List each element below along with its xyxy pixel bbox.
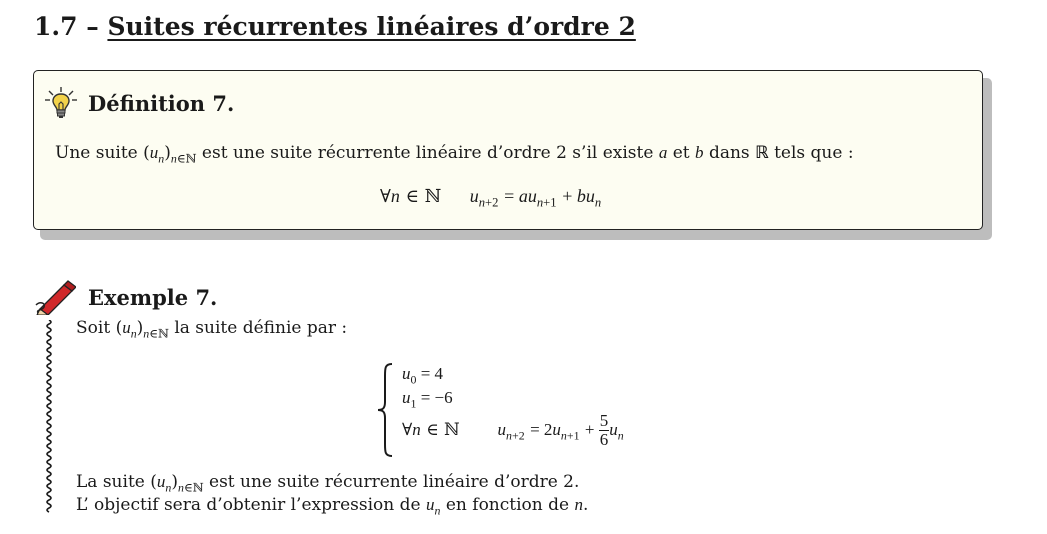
section-dash: – (86, 12, 99, 41)
var-b: b (695, 143, 704, 162)
section-title: Suites récurrentes linéaires d’ordre 2 (107, 12, 636, 41)
lightbulb-icon (44, 86, 78, 120)
system-line-3: ∀n ∈ ℕ $u_{n+2} = 2u_{n+1}$ + $\frac{5}{6}$ $u_n$ (402, 411, 624, 449)
example-wavy-bar (44, 320, 54, 516)
example-intro-prefix: Soit (76, 318, 111, 338)
example-conclusion (76, 472, 580, 495)
fraction-5-6 (599, 412, 610, 449)
word-et: et (672, 143, 690, 163)
definition-formula: ∀n ∈ ℕ $u_{n+2} = au_{n+1} + bu_n$ (380, 186, 602, 210)
sequence-notation: $(u_n)_{n\in ℕ}$ (143, 143, 197, 166)
system-line-1: $u_0 = 4$ (402, 364, 444, 387)
word-dans: dans (708, 143, 750, 163)
recurrence-system (376, 362, 696, 458)
definition-text (55, 143, 854, 166)
objective-prefix: L’ objectif sera d’obtenir l’expression de (76, 495, 421, 515)
objective-middle: en fonction de (445, 495, 570, 515)
objective-end: . (582, 495, 589, 515)
example-objective (76, 495, 589, 518)
section-heading (34, 12, 636, 41)
fraction-denominator: 6 (599, 430, 609, 449)
section-number: 1.7 (34, 12, 78, 41)
system-line-2: $u_1 = -6$ (402, 388, 453, 411)
fraction-numerator: 5 (599, 411, 609, 430)
sequence-notation: $(u_n)_{n\in ℕ}$ (115, 318, 169, 341)
example-intro-suffix: la suite définie par : (174, 318, 348, 338)
definition-text-middle: est une suite récurrente linéaire d’ordre 2 s’il existe (201, 143, 654, 163)
set-r: ℝ (755, 143, 769, 163)
conclusion-suffix: est une suite récurrente linéaire d’ordre 2. (209, 472, 580, 492)
definition-header (44, 86, 234, 120)
example-header (34, 279, 217, 315)
sequence-notation: $(u_n)_{n\in ℕ}$ (150, 472, 204, 495)
pencil-icon (34, 279, 76, 315)
definition-text-suffix: tels que : (774, 143, 854, 163)
definition-title: Définition 7. (88, 90, 235, 116)
term-un: $u_n$ (426, 495, 441, 518)
example-intro (76, 318, 348, 341)
left-brace (376, 362, 394, 458)
conclusion-prefix: La suite (76, 472, 145, 492)
var-a: a (658, 143, 668, 162)
objective-var: n (574, 495, 583, 514)
definition-text-prefix: Une suite (55, 143, 138, 163)
example-title: Exemple 7. (88, 284, 218, 310)
